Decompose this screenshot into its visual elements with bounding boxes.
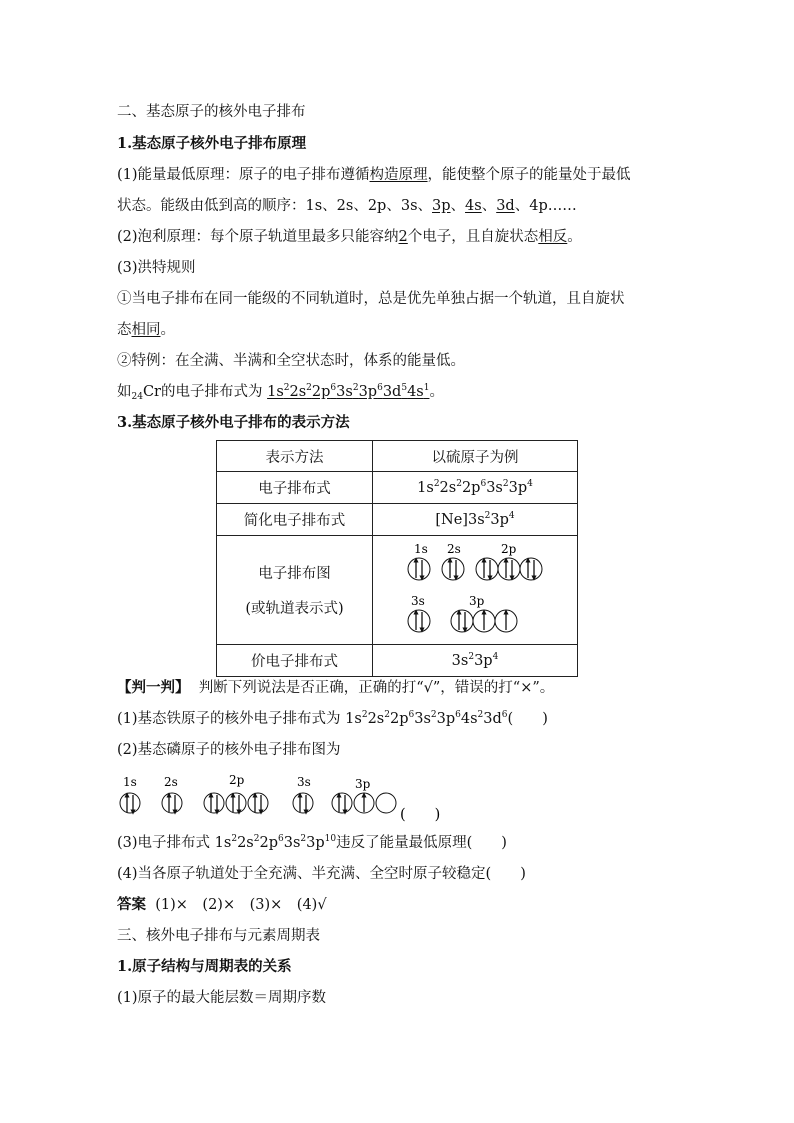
table-row-valence-value: $3s^23p^4$ bbox=[373, 645, 578, 677]
table-header-example: 以硫原子为例 bbox=[373, 441, 578, 472]
label-3p: 3p bbox=[355, 777, 371, 791]
heading-structure-period: 1.原子结构与周期表的关系 bbox=[117, 958, 292, 975]
label-3s: 3s bbox=[297, 775, 311, 789]
question-3: (3)电子排布式 $1s^22s^22p^63s^23p^{10}$违反了能量最低原理( ) bbox=[117, 834, 507, 851]
cr-configuration: $1s^22s^22p^63s^23p^63d^54s^1$ bbox=[267, 383, 430, 400]
label-2s: 2s bbox=[164, 775, 178, 789]
table-row-short-value: $[Ne]3s^23p^4$ bbox=[373, 504, 578, 536]
paragraph-period-rule: (1)原子的最大能层数＝周期序数 bbox=[117, 990, 327, 1006]
paragraph-lowest-energy: (1)能量最低原理：原子的电子排布遵循构造原理，能使整个原子的能量处于最低 bbox=[117, 167, 631, 183]
paragraph-hund-rule: ①当电子排布在同一能级的不同轨道时，总是优先单独占据一个轨道，且自旋状 bbox=[117, 291, 625, 307]
question-4: (4)当各原子轨道处于全充满、半充满、全空时原子较稳定( ) bbox=[117, 866, 526, 882]
heading-representation: 3.基态原子核外电子排布的表示方法 bbox=[117, 414, 350, 431]
representation-table bbox=[216, 440, 578, 677]
label-1s: 1s bbox=[123, 775, 137, 789]
judge-instruction: 【判一判】 判断下列说法是否正确，正确的打“√”，错误的打“×”。 bbox=[117, 679, 555, 696]
phosphorus-orbital-diagram bbox=[117, 770, 457, 825]
label-3s: 3s bbox=[411, 594, 425, 608]
answer-line: 答案 (1)× (2)× (3)× (4)√ bbox=[117, 896, 327, 913]
label-2p: 2p bbox=[229, 773, 245, 787]
question-2-paren: ( ) bbox=[400, 807, 441, 823]
sulfur-orbital-diagram bbox=[373, 536, 577, 640]
table-row-config-label: 电子排布式 bbox=[217, 472, 373, 504]
question-1: (1)基态铁原子的核外电子排布式为 $1s^22s^22p^63s^23p^64s^23d^6$( ) bbox=[117, 710, 548, 727]
paragraph-energy-order: 状态。能级由低到高的顺序：1s、2s、2p、3s、3p、4s、3d、4p…… bbox=[117, 198, 577, 214]
table-row-diagram-label: 电子排布图 (或轨道表示式) bbox=[217, 536, 373, 645]
table-row-diagram-value bbox=[373, 536, 578, 645]
label-1s: 1s bbox=[414, 542, 428, 556]
paragraph-hund-title: (3)洪特规则 bbox=[117, 260, 196, 276]
label-3p: 3p bbox=[469, 594, 485, 608]
section-three-title: 三、核外电子排布与元素周期表 bbox=[117, 928, 320, 944]
table-row-config-value: $1s^22s^22p^63s^23p^4$ bbox=[373, 472, 578, 504]
section-two-title: 二、基态原子的核外电子排布 bbox=[117, 104, 306, 120]
paragraph-special-case: ②特例：在全满、半满和全空状态时，体系的能量低。 bbox=[117, 353, 465, 369]
table-header-method: 表示方法 bbox=[217, 441, 373, 472]
table-row-valence-label: 价电子排布式 bbox=[217, 645, 373, 677]
paragraph-hund-rule-cont: 态相同。 bbox=[117, 322, 175, 338]
paragraph-cr-example: 如$_{24}$Cr的电子排布式为 $1s^22s^22p^63s^23p^63d^54s^1$。 bbox=[117, 383, 444, 402]
label-2s: 2s bbox=[447, 542, 461, 556]
question-2: (2)基态磷原子的核外电子排布图为 bbox=[117, 742, 341, 758]
paragraph-pauli: (2)泡利原理：每个原子轨道里最多只能容纳2个电子，且自旋状态相反。 bbox=[117, 229, 582, 245]
table-row-short-label: 简化电子排布式 bbox=[217, 504, 373, 536]
heading-principles: 1.基态原子核外电子排布原理 bbox=[117, 135, 307, 152]
label-2p: 2p bbox=[501, 542, 517, 556]
